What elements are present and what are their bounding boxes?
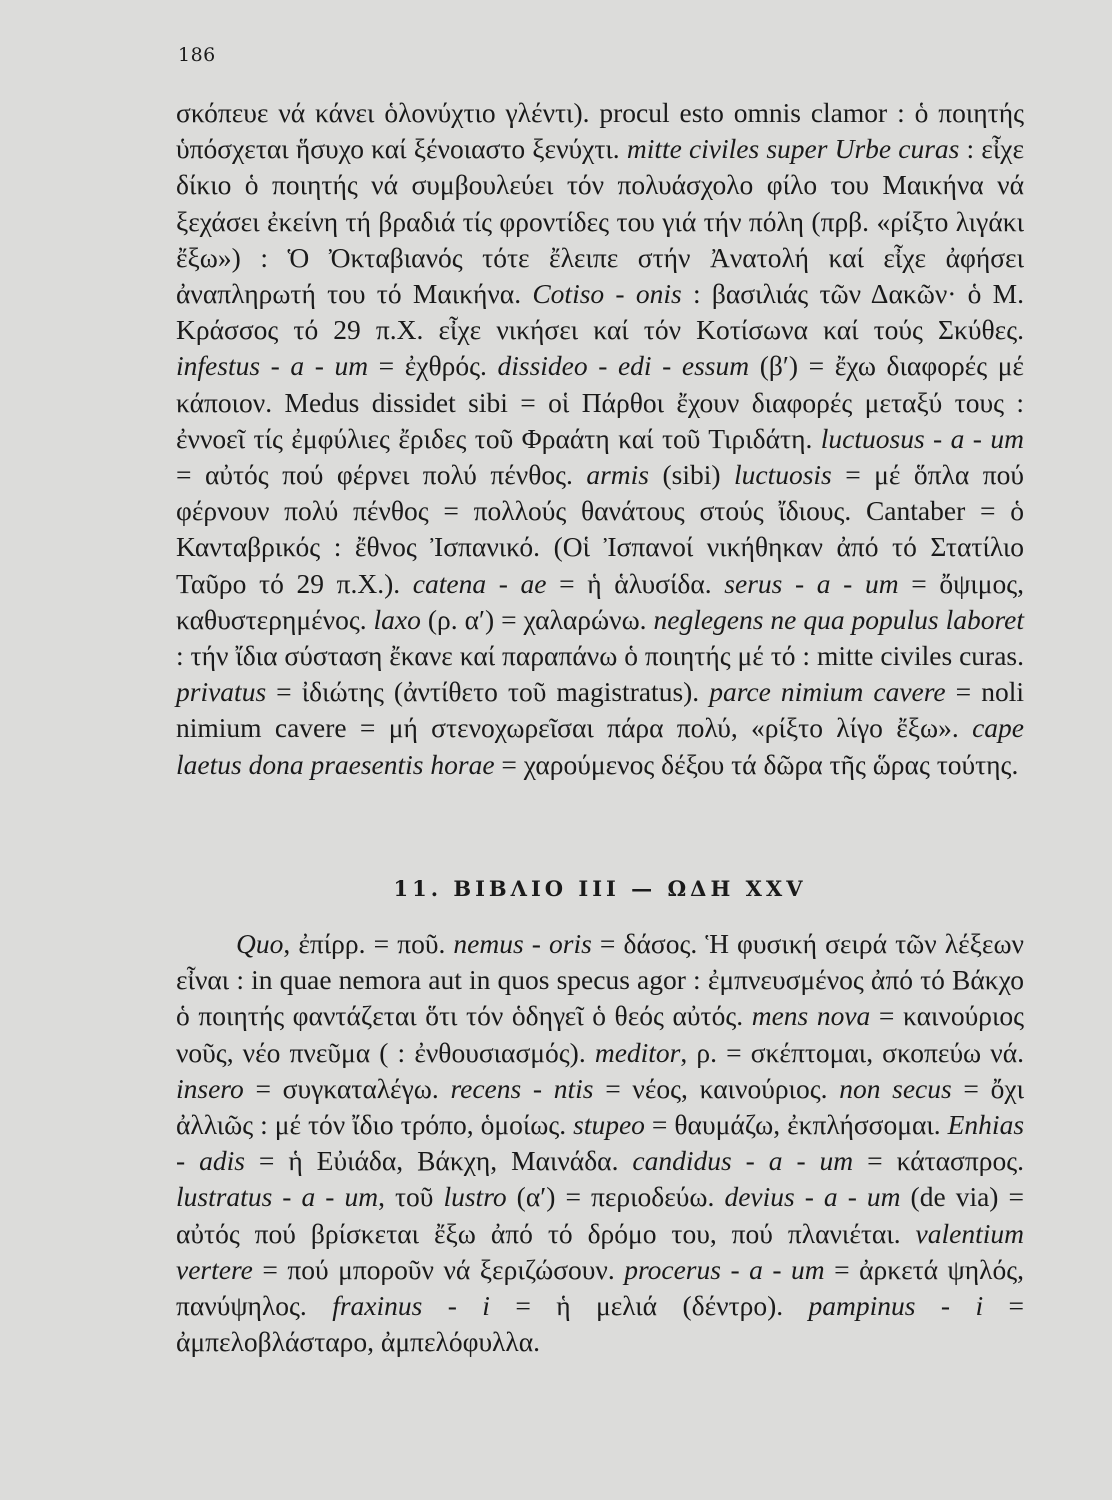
latin-term: lustratus - a - um: [176, 1181, 379, 1213]
text-run: = μέ ὅπλα πού φέρνουν πολύ πένθος = πολλούς θανάτους στούς ἴδιους. Cantaber = ὁ Κανταβρικός : ἔθνος Ἰσπανικό. (Οἱ Ἰσπανοί νικήθηκαν ἀπό τό Στατίλιο Ταῦρο τό 29 π.Χ.).: [176, 459, 1024, 599]
text-run: = ἡ Εὐιάδα, Βάκχη, Μαινάδα.: [244, 1145, 633, 1177]
latin-term: Cotiso - onis: [532, 278, 682, 310]
text-run: = ἰδιώτης (ἀντίθετο τοῦ magistratus).: [266, 676, 710, 708]
text-run: = χαρούμενος δέξου τά δῶρα τῆς ὥρας τούτης.: [494, 748, 1019, 780]
text-run: = νέος, καινούριος.: [593, 1072, 840, 1104]
text-run: = ὄχι ἀλλιῶς : μέ τόν ἴδιο τρόπο, ὁμοίως.: [176, 1072, 1024, 1141]
latin-term: luctuosus - a - um: [820, 422, 1024, 454]
text-run: = ἀμπελοβλάσταρο, ἀμπελόφυλλα.: [176, 1290, 1024, 1358]
latin-term: valentium vertere: [176, 1217, 1024, 1285]
text-run: (ρ. α′) = χαλαρώνω.: [420, 603, 654, 635]
text-run: = συγκαταλέγω.: [243, 1072, 451, 1104]
section-heading: 11. ΒΙΒΛΙΟ ΙΙΙ — ΩΔΗ XXV: [393, 876, 807, 901]
latin-term: catena - ae: [412, 567, 547, 599]
text-run: = θαυμάζω, ἐκπλήσσομαι.: [644, 1109, 948, 1141]
latin-term: recens - ntis: [450, 1072, 594, 1104]
latin-term: infestus - a - um: [176, 350, 369, 382]
text-run: , τοῦ: [378, 1181, 444, 1213]
text-run: = καινούριος νοῦς, νέο πνεῦμα ( : ἐνθουσιασμός).: [176, 1000, 1024, 1068]
text-run: σκόπευε νά κάνει ὁλονύχτιο γλέντι). procul esto omnis clamor : ὁ ποιητής ὑπόσχεται ἥσυχο καί ξένοιαστο ξενύχτι.: [176, 97, 1024, 165]
text-run: = ἡ μελιά (δέντρο).: [489, 1290, 809, 1322]
text-run: , ρ. = σκέπτομαι, σκοπεύω νά.: [680, 1036, 1024, 1068]
latin-term: Enhias - adis: [176, 1109, 1025, 1177]
latin-term: devius - a - um: [724, 1181, 901, 1213]
latin-term: stupeo: [573, 1109, 645, 1141]
latin-term: fraxinus - i: [332, 1290, 490, 1322]
text-run: : τήν ἴδια σύσταση ἔκανε καί παραπάνω ὁ ποιητής μέ τό : mitte civiles curas.: [176, 640, 1024, 672]
latin-term: meditor: [594, 1036, 681, 1068]
latin-term: nemus - oris: [453, 928, 592, 959]
text-run: (β′) = ἔχω διαφορές μέ κάποιον. Medus dissidet sibi = οἱ Πάρθοι ἔχουν διαφορές μεταξύ τους : ἐννοεῖ τίς ἐμφύλιες ἔριδες τοῦ Φραάτη καί τοῦ Τιριδάτη.: [176, 350, 1024, 454]
latin-term: pampinus - i: [808, 1290, 984, 1322]
latin-term: luctuosis: [733, 459, 832, 491]
latin-term: non secus: [839, 1072, 952, 1104]
latin-term: serus - a - um: [724, 567, 899, 599]
text-run: = κάτασπρος.: [853, 1145, 1025, 1177]
latin-term: insero: [176, 1072, 244, 1104]
text-run: = αὐτός πού φέρνει πολύ πένθος.: [176, 459, 587, 491]
text-run: (α′) = περιοδεύω.: [506, 1181, 725, 1213]
text-run: = noli nimium cavere = μή στενοχωρεῖσαι πάρα πολύ, «ρίξτο λίγο ἔξω».: [176, 676, 1024, 744]
latin-term: procerus - a - um: [624, 1253, 825, 1285]
latin-term: parce nimium cavere: [709, 676, 946, 708]
latin-term: armis: [586, 459, 650, 491]
text-run: : βασιλιάς τῶν Δακῶν· ὁ Μ. Κράσσος τό 29 π.Χ. εἶχε νικήσει καί τόν Κοτίσωνα καί τούς Σκύθες.: [176, 278, 1025, 346]
text-run: (de via) = αὐτός πού βρίσκεται ἔξω ἀπό τό δρόμο του, πού πλανιέται.: [176, 1181, 1024, 1249]
page-number: 186: [178, 44, 216, 66]
latin-term: Quo: [236, 928, 284, 959]
text-run: = πού μποροῦν νά ξεριζώσουν.: [252, 1253, 625, 1285]
text-run: = ἐχθρός.: [368, 350, 498, 382]
latin-term: candidus - a - um: [632, 1145, 854, 1177]
commentary-paragraph-1: [176, 95, 1024, 783]
text-run: (sibi): [649, 459, 734, 491]
latin-term: lustro: [443, 1181, 507, 1213]
latin-term: cape laetus dona praesentis horae: [176, 712, 1024, 780]
text-run: = ὄψιμος, καθυστερημένος.: [176, 567, 1024, 635]
text-run: = δάσος. Ἡ φυσική σειρά τῶν λέξεων εἶναι : in quae nemora aut in quos specus agor : ἐμπνευσμένος ἀπό τό Βάκχο ὁ ποιητής φαντάζεται ὅτι τόν ὁδηγεῖ ὁ θεός αὐτός.: [176, 928, 1024, 1032]
latin-term: neglegens ne qua populus laboret: [653, 603, 1024, 635]
commentary-paragraph-2: [176, 926, 1024, 1360]
latin-term: privatus: [176, 676, 267, 708]
text-run: = ἡ ἁλυσίδα.: [546, 567, 725, 599]
text-run: = ἀρκετά ψηλός, πανύψηλος.: [176, 1253, 1025, 1322]
latin-term: mens nova: [751, 1000, 871, 1032]
latin-term: mitte civiles super Urbe curas: [626, 133, 960, 165]
text-run: : εἶχε δίκιο ὁ ποιητής νά συμβουλεύει τόν πολυάσχολο φίλο του Μαικήνα νά ξεχάσει ἐκείνη τή βραδιά τίς φροντίδες του γιά τήν πόλη (πρβ. «ρίξτο λιγάκι ἔξω») : Ὁ Ὀκταβιανός τότε ἔλειπε στήν Ἀνατολή καί εἶχε ἀφήσει ἀναπληρωτή του τό Μαικήνα.: [176, 133, 1025, 310]
latin-term: dissideo - edi - essum: [497, 350, 750, 382]
latin-term: laxo: [373, 603, 421, 635]
text-run: , ἐπίρρ. = ποῦ.: [283, 928, 454, 959]
